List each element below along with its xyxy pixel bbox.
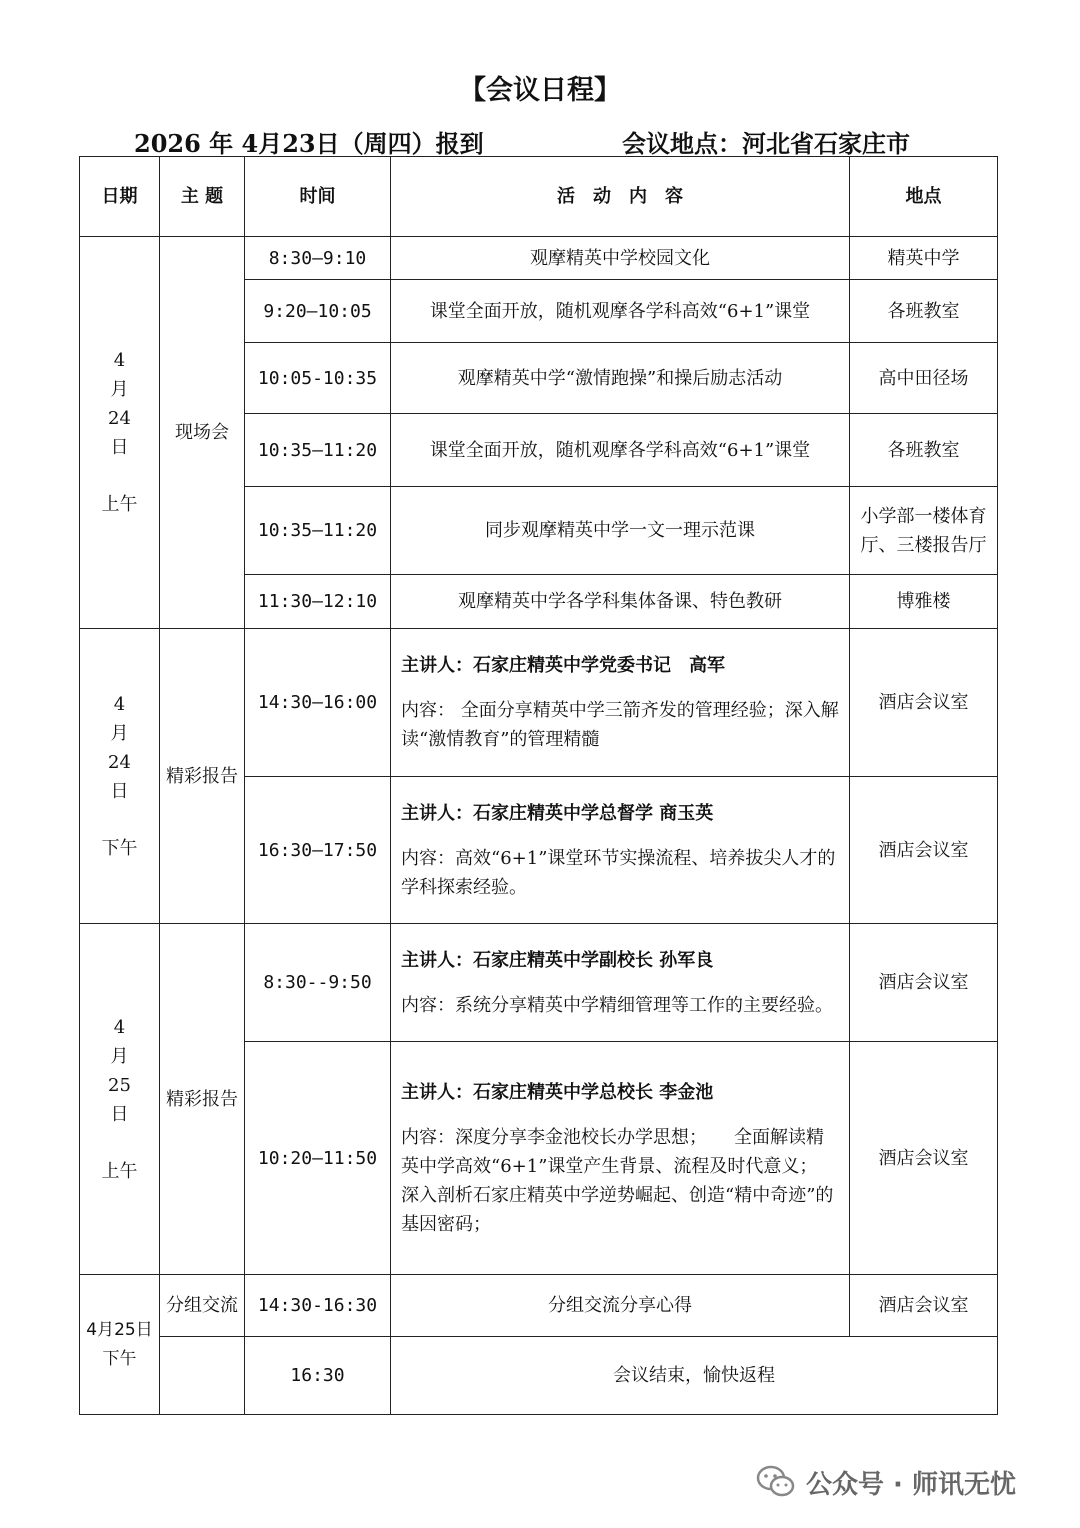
place-cell: 高中田径场: [850, 343, 998, 414]
registration-info: 2026 年 4月23日（周四）报到: [134, 129, 484, 158]
topic-cell: 精彩报告: [160, 924, 245, 1275]
activity-cell: 会议结束，愉快返程: [391, 1337, 998, 1415]
activity-cell: 课堂全面开放，随机观摩各学科高效“6+1”课堂: [391, 280, 850, 343]
place-cell: 酒店会议室: [850, 1042, 998, 1275]
header-time: 时间: [245, 157, 391, 237]
activity-cell: 观摩精英中学“激情跑操”和操后励志活动: [391, 343, 850, 414]
talk-content: 内容：高效“6+1”课堂环节实操流程、培养拔尖人才的学科探索经验。: [401, 847, 836, 898]
activity-cell: 分组交流分享心得: [391, 1275, 850, 1337]
activity-cell: 观摩精英中学各学科集体备课、特色教研: [391, 575, 850, 629]
schedule-table: [79, 156, 998, 1415]
place-cell: 各班教室: [850, 280, 998, 343]
talk-content: 内容： 全面分享精英中学三箭齐发的管理经验；深入解读“激情教育”的管理精髓: [401, 700, 839, 750]
place-cell: 精英中学: [850, 237, 998, 280]
activity-cell: 同步观摩精英中学一文一理示范课: [391, 487, 850, 575]
time-cell: 16:30—17:50: [245, 777, 391, 924]
page-title: 【会议日程】: [459, 75, 621, 106]
table-row: [80, 924, 998, 1042]
topic-cell: 现场会: [160, 237, 245, 629]
talk-cell: [391, 924, 850, 1042]
talk-cell: [391, 1042, 850, 1275]
time-cell: 10:20—11:50: [245, 1042, 391, 1275]
place-cell: 各班教室: [850, 414, 998, 487]
date-cell: 4月25日下午: [80, 1275, 160, 1415]
topic-cell: 精彩报告: [160, 629, 245, 924]
speaker-label: 主讲人：石家庄精英中学总督学 商玉英: [401, 802, 714, 824]
time-cell: 10:05-10:35: [245, 343, 391, 414]
place-cell: 小学部一楼体育厅、三楼报告厅: [850, 487, 998, 575]
speaker-label: 主讲人：石家庄精英中学副校长 孙军良: [401, 949, 714, 971]
date-cell: 4 月 25 日 上午: [80, 924, 160, 1275]
date-cell: 4 月 24 日 下午: [80, 629, 160, 924]
talk-content-2: 深入剖析石家庄精英中学逆势崛起、创造“精中奇迹”的基因密码；: [401, 1184, 834, 1235]
place-cell: 酒店会议室: [850, 1275, 998, 1337]
table-row: [80, 629, 998, 777]
topic-cell: [160, 1337, 245, 1415]
watermark-text: 公众号 · 师讯无忧: [806, 1469, 1016, 1500]
header-topic: 主 题: [160, 157, 245, 237]
time-cell: 14:30—16:00: [245, 629, 391, 777]
watermark: [756, 1462, 1016, 1502]
activity-cell: 观摩精英中学校园文化: [391, 237, 850, 280]
talk-content: 内容：系统分享精英中学精细管理等工作的主要经验。: [401, 994, 833, 1016]
table-row: [80, 1337, 998, 1415]
time-cell: 8:30—9:10: [245, 237, 391, 280]
time-cell: 11:30—12:10: [245, 575, 391, 629]
header-place: 地点: [850, 157, 998, 237]
venue-info: 会议地点：河北省石家庄市: [622, 129, 910, 158]
table-row: [80, 237, 998, 280]
wechat-icon: [756, 1465, 796, 1499]
header-activity: 活 动 内 容: [391, 157, 850, 237]
time-cell: 10:35—11:20: [245, 487, 391, 575]
date-cell: 4 月 24 日 上午: [80, 237, 160, 629]
table-row: [80, 1275, 998, 1337]
speaker-label: 主讲人：石家庄精英中学总校长 李金池: [401, 1081, 714, 1103]
header-date: 日期: [80, 157, 160, 237]
time-cell: 9:20—10:05: [245, 280, 391, 343]
header-row: [80, 157, 998, 237]
speaker-label: 主讲人：石家庄精英中学党委书记 高军: [401, 655, 725, 676]
place-cell: 博雅楼: [850, 575, 998, 629]
time-cell: 16:30: [245, 1337, 391, 1415]
place-cell: 酒店会议室: [850, 629, 998, 777]
talk-cell: [391, 629, 850, 777]
talk-content: 内容：深度分享李金池校长办学思想； 全面解读精英中学高效“6+1”课堂产生背景、流程及时代意义；: [401, 1126, 824, 1177]
place-cell: 酒店会议室: [850, 777, 998, 924]
topic-cell: 分组交流: [160, 1275, 245, 1337]
place-cell: 酒店会议室: [850, 924, 998, 1042]
time-cell: 10:35—11:20: [245, 414, 391, 487]
time-cell: 14:30-16:30: [245, 1275, 391, 1337]
time-cell: 8:30--9:50: [245, 924, 391, 1042]
activity-cell: 课堂全面开放，随机观摩各学科高效“6+1”课堂: [391, 414, 850, 487]
talk-cell: [391, 777, 850, 924]
